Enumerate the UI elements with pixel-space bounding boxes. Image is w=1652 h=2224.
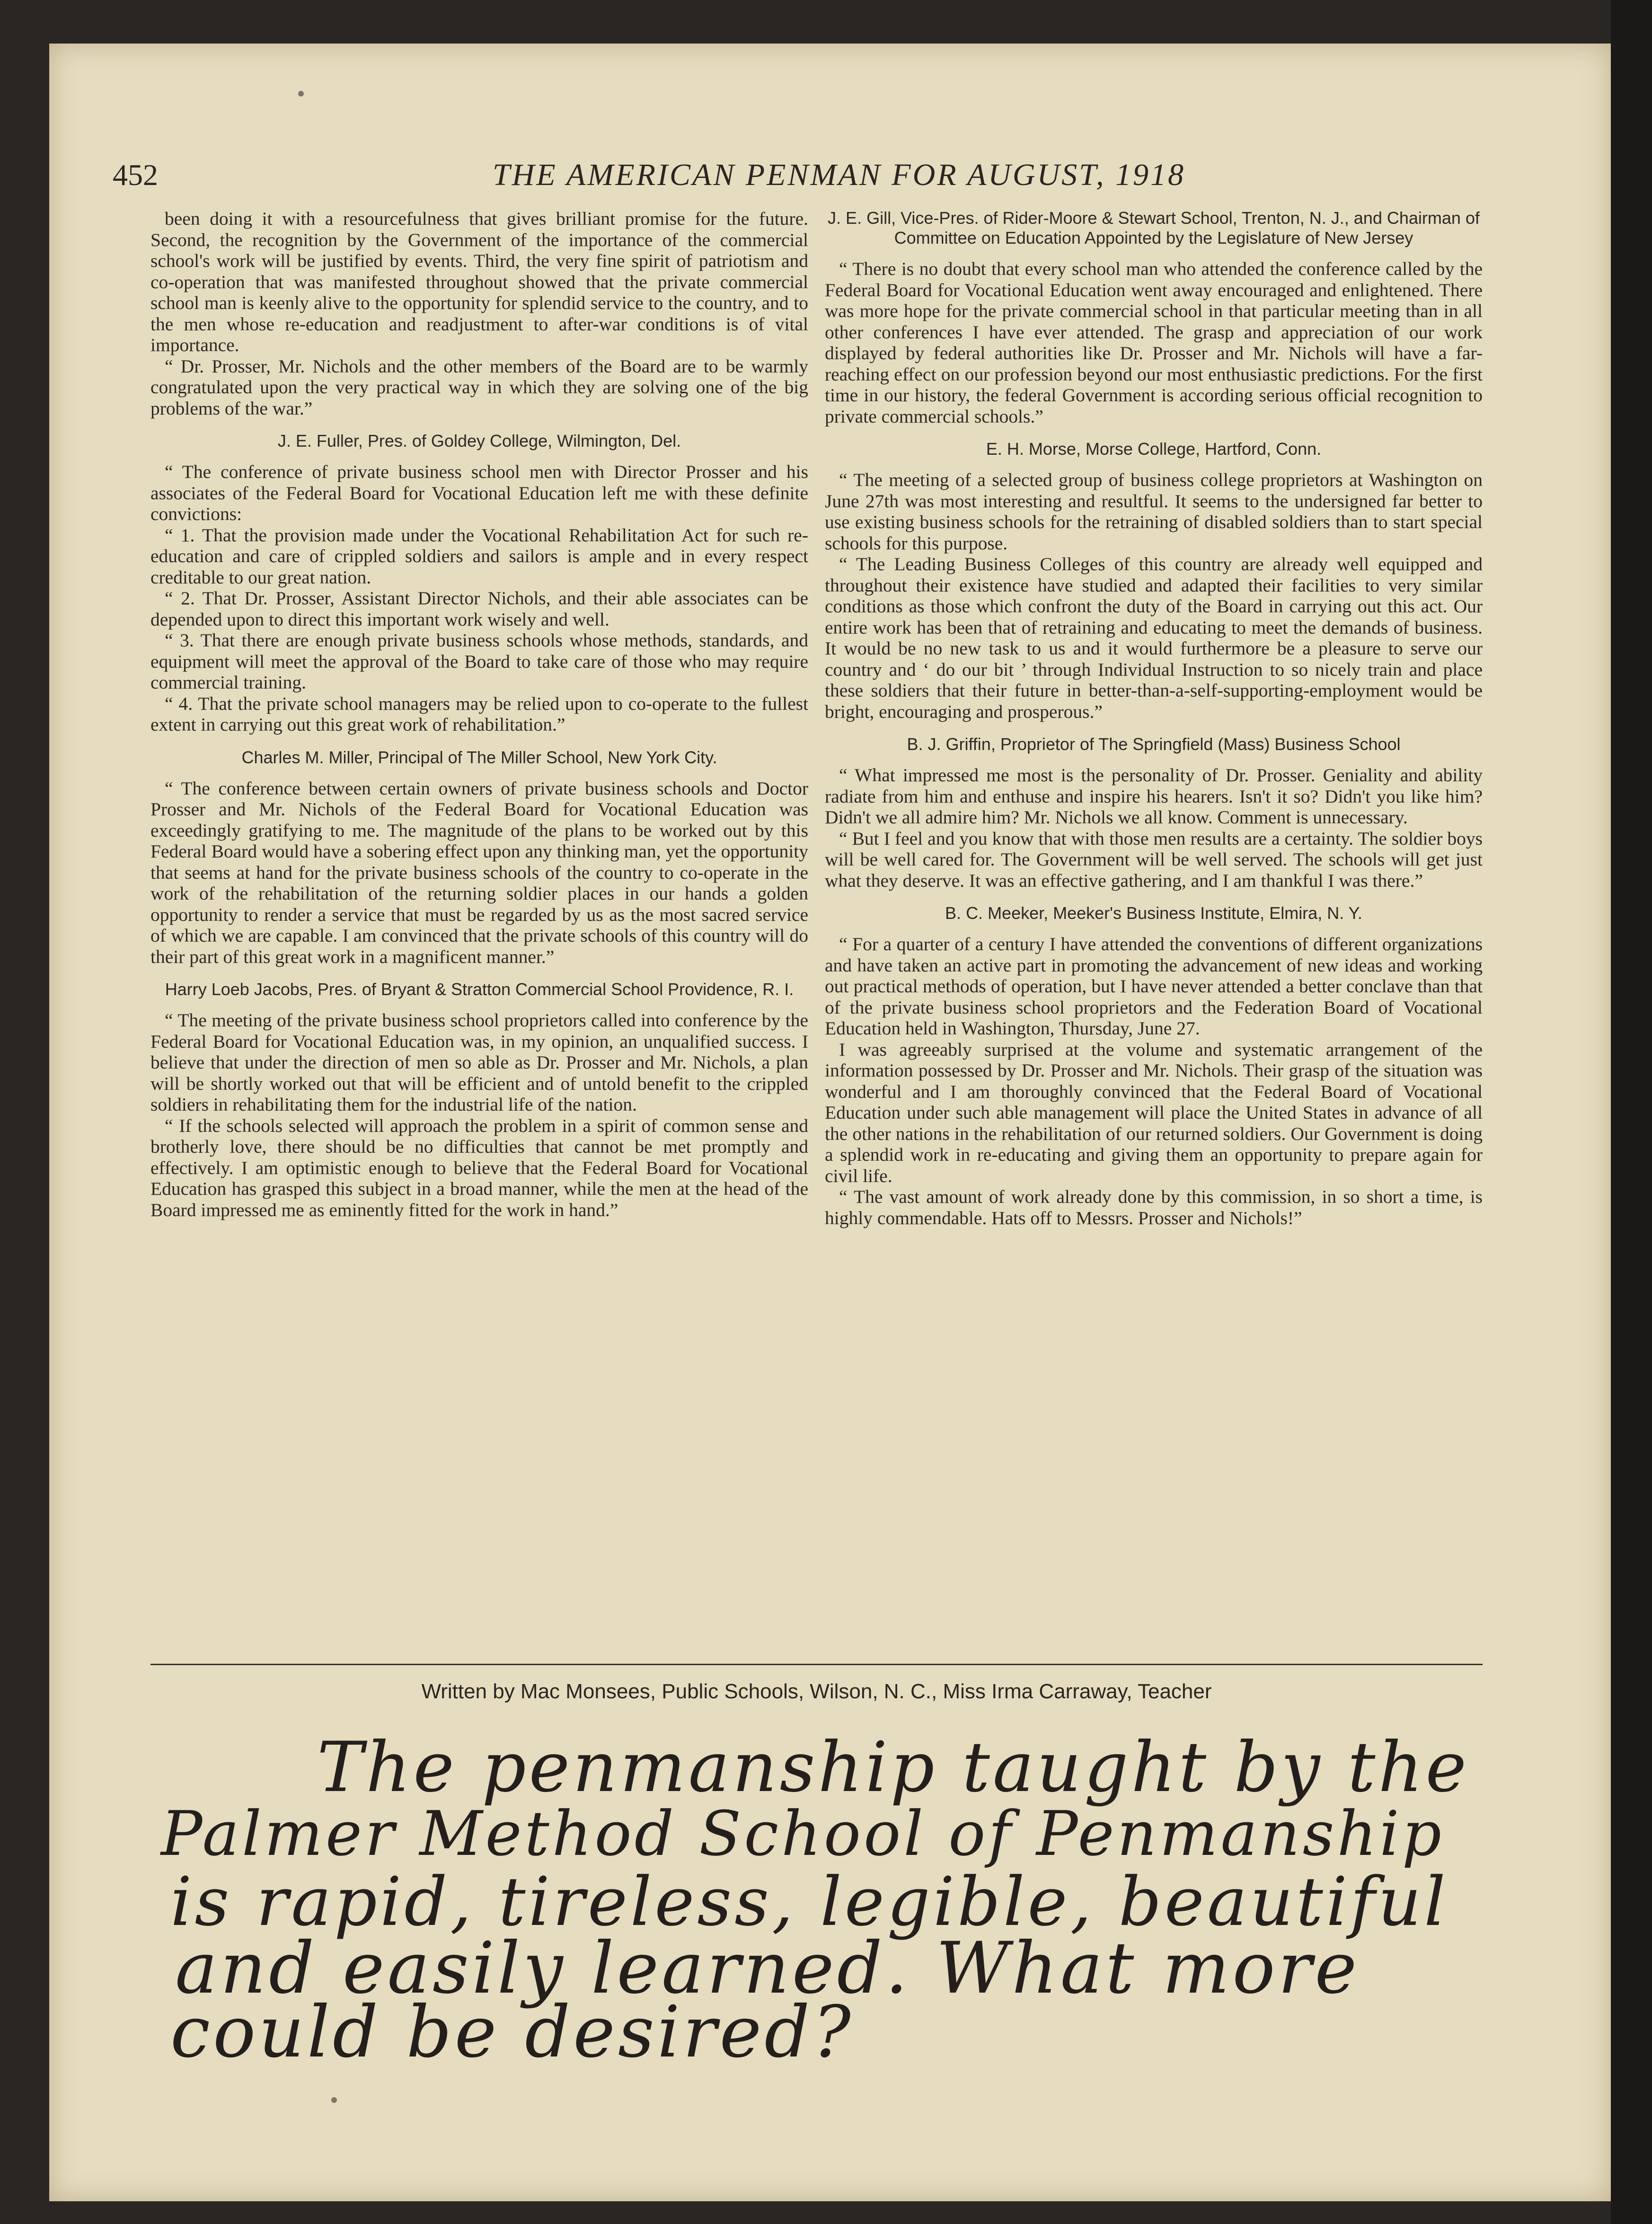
body-paragraph: “ Dr. Prosser, Mr. Nichols and the other members of the Board are to be warmly congratulated upon the very practical way in which they are solving one of the big problems of the war.” [150, 355, 808, 419]
body-paragraph: “ What impressed me most is the personality of Dr. Prosser. Geniality and ability radiate from him and enthuse and inspire his hearers. Isn't it so? Didn't you like him? Didn't we all admire him? Mr. Nichols we all know. Comment is unnecessary. [825, 765, 1483, 828]
scan-edge [1611, 0, 1652, 2224]
contributor-heading: E. H. Morse, Morse College, Hartford, Conn. [986, 439, 1322, 459]
script-line: is rapid, tireless, legible, beautiful [170, 1863, 1449, 1941]
section-divider [150, 1664, 1483, 1665]
running-title: THE AMERICAN PENMAN FOR AUGUST, 1918 [493, 158, 1185, 192]
penmanship-specimen [156, 1727, 1472, 2074]
script-line: and easily learned. What more [175, 1927, 1360, 2010]
script-line: Palmer Method School of Penmanship [161, 1798, 1444, 1870]
page-header [113, 151, 1471, 199]
contributor-heading: B. C. Meeker, Meeker's Business Institute, Elmira, N. Y. [945, 903, 1362, 923]
body-paragraph: “ The Leading Business Colleges of this country are already well equipped and throughout their existence have studied and adapted their facilities to very similar conditions as those which confront the duty of the Board in carrying out this act. Our entire work has been that of retraining and educating to meet the demands of business. It would be no new task to us and it would furthermore be a pleasure to serve our country and ‘ do our bit ’ through Individual Instruction to so nicely train and place these soldiers that their future in better-than-a-self-supporting-employment would be bright, encouraging and prosperous.” [825, 554, 1483, 722]
body-paragraph: “ 4. That the private school managers may be relied upon to co-operate to the fullest extent in carrying out this great work of rehabilitation.” [150, 693, 808, 735]
right-column [825, 208, 1483, 1228]
script-line: The penmanship taught by the [317, 1727, 1469, 1808]
script-line: could be desired? [170, 1991, 854, 2074]
body-paragraph: “ The meeting of the private business school proprietors called into conference by the Federal Board for Vocational Education was, in my opinion, an unqualified success. I believe that under the direction of men so able as Dr. Prosser and Mr. Nichols, a plan will be shortly worked out that will be efficient and of untold benefit to the crippled soldiers in rehabilitating them for the industrial life of the nation. [150, 1010, 808, 1115]
body-paragraph: “ If the schools selected will approach the problem in a spirit of common sense and brotherly love, there should be no difficulties that cannot be met promptly and effectively. I am optimistic enough to believe that the Federal Board for Vocational Education has grasped this subject in a broad manner, while the men at the head of the Board impressed me as eminently fitted for the work in hand.” [150, 1115, 808, 1220]
body-paragraph: “ The conference between certain owners of private business schools and Doctor Prosser and Mr. Nichols of the Federal Board for Vocational Education was exceedingly gratifying to me. The magnitude of the plans to be worked out by this Federal Board would have a sobering effect upon any thinking man, yet the opportunity that seems at hand for the private business schools of the country to co-operate in the work of the rehabilitation of the returning soldier places in our hands a golden opportunity to render a service that must be regarded by us as the most sacred service of which we are capable. I am convinced that the private schools of this country will do their part of this great work in a magnificent manner.” [150, 777, 808, 967]
specimen-caption: Written by Mac Monsees, Public Schools, Wilson, N. C., Miss Irma Carraway, Teacher [421, 1680, 1212, 1703]
body-paragraph: “ 2. That Dr. Prosser, Assistant Director Nichols, and their able associates can be depended upon to direct this important work wisely and well. [150, 588, 808, 630]
paper-speck [298, 91, 304, 97]
body-paragraph: I was agreeably surprised at the volume and systematic arrangement of the information possessed by Dr. Prosser and Mr. Nichols. Their grasp of the situation was wonderful and I am thoroughly convinced that the Federal Board of Vocational Education under such able management will place the United States in advance of all the other nations in the rehabilitation of our returned soldiers. Our Government is doing a splendid work in re-educating and giving them an opportunity to prepare again for civil life. [825, 1039, 1483, 1186]
body-paragraph: “ There is no doubt that every school man who attended the conference called by the Federal Board for Vocational Education went away encouraged and enlightened. There was more hope for the private commercial school in that particular meeting than in all other conferences I have ever attended. The grasp and appreciation of our work displayed by federal authorities like Dr. Prosser and Mr. Nichols will have a far-reaching effect on our profession beyond our most enthusiastic predictions. For the first time in our history, the federal Government is according serious official recognition to private commercial schools.” [825, 258, 1483, 427]
contributor-heading: J. E. Fuller, Pres. of Goldey College, Wilmington, Del. [277, 431, 681, 450]
paper-speck [331, 2097, 337, 2103]
page-number: 452 [113, 158, 158, 192]
body-paragraph: “ The vast amount of work already done by this commission, in so short a time, is highly commendable. Hats off to Messrs. Prosser and Nichols!” [825, 1186, 1483, 1228]
contributor-heading: Charles M. Miller, Principal of The Miller School, New York City. [241, 747, 717, 767]
body-paragraph: been doing it with a resourcefulness that gives brilliant promise for the future. Second, the recognition by the Government of the importance of the commercial school's work will be justified by events. Third, the very fine spirit of patriotism and co-operation that was manifested throughout showed that the private commercial school man is keenly alive to the opportunity for splendid service to the country, and to the men whose re-education and readjustment to after-war conditions is of vital importance. [150, 208, 808, 355]
body-paragraph: “ 1. That the provision made under the Vocational Rehabilitation Act for such re-education and care of crippled soldiers and sailors is ample and in every respect creditable to our great nation. [150, 524, 808, 588]
body-paragraph: “ But I feel and you know that with those men results are a certainty. The soldier boys will be well cared for. The Government will be well served. The schools will get just what they deserve. It was an effective gathering, and I am thankful I was there.” [825, 828, 1483, 891]
body-paragraph: “ The conference of private business school men with Director Prosser and his associates of the Federal Board for Vocational Education left me with these definite convictions: [150, 461, 808, 524]
contributor-heading: Harry Loeb Jacobs, Pres. of Bryant & Stratton Commercial School Providence, R. I. [165, 980, 794, 999]
left-column [150, 208, 808, 1220]
body-paragraph: “ For a quarter of a century I have attended the conventions of different organizations and have taken an active part in promoting the advancement of new ideas and working out practical methods of operation, but I have never attended a better conclave than that of the private business school proprietors and the Federation Board of Vocational Education held in Washington, Thursday, June 27. [825, 934, 1483, 1039]
body-paragraph: “ The meeting of a selected group of business college proprietors at Washington on June 27th was most interesting and resultful. It seems to the undersigned far better to use existing business schools for the retraining of disabled soldiers than to start special schools for this purpose. [825, 469, 1483, 554]
contributor-heading: J. E. Gill, Vice-Pres. of Rider-Moore & Stewart School, Trenton, N. J., and Chairman of Committee on Education Appointed by the Legislature of New Jersey [828, 208, 1480, 247]
body-paragraph: “ 3. That there are enough private business schools whose methods, standards, and equipment will meet the approval of the Board to take care of those who may require commercial training. [150, 630, 808, 693]
contributor-heading: B. J. Griffin, Proprietor of The Springfield (Mass) Business School [907, 734, 1401, 754]
